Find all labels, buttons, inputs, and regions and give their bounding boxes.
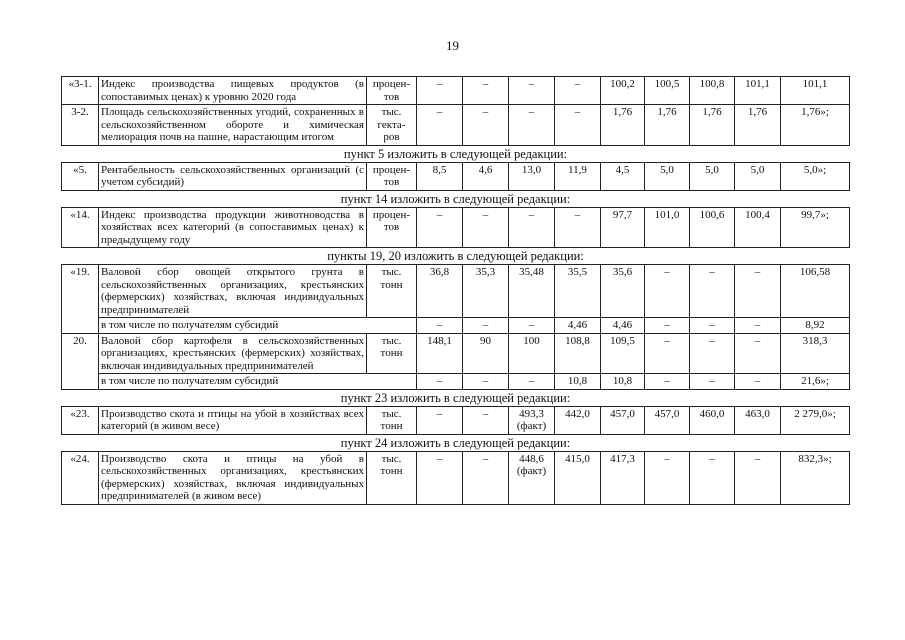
value-cell: – bbox=[417, 374, 463, 390]
value-cell: – bbox=[509, 318, 555, 334]
total-value-cell: 2 279,0»; bbox=[781, 406, 850, 434]
amendment-heading: пункт 14 изложить в следующей редакции: bbox=[340, 191, 571, 206]
indicator-number: «19. bbox=[62, 265, 99, 318]
value-cell: 35,6 bbox=[601, 265, 645, 318]
amendment-heading: пункт 23 изложить в следующей редакции: bbox=[340, 390, 571, 405]
indicator-number: 3-2. bbox=[62, 105, 99, 146]
value-cell: 8,5 bbox=[417, 162, 463, 190]
indicator-row bbox=[62, 105, 850, 146]
indicator-number: «5. bbox=[62, 162, 99, 190]
value-cell: – bbox=[417, 207, 463, 248]
total-value-cell: 318,3 bbox=[781, 333, 850, 374]
indicator-unit: процен- тов bbox=[367, 207, 417, 248]
subsidy-subrow bbox=[62, 374, 850, 390]
value-cell: – bbox=[690, 333, 735, 374]
value-cell: 97,7 bbox=[601, 207, 645, 248]
amendment-heading-row bbox=[62, 248, 850, 265]
amendment-heading: пункт 24 изложить в следующей редакции: bbox=[340, 435, 571, 450]
value-cell: – bbox=[417, 406, 463, 434]
subrow-label: в том числе по получателям субсидий bbox=[99, 374, 417, 390]
value-cell: 11,9 bbox=[555, 162, 601, 190]
value-cell: 35,48 bbox=[509, 265, 555, 318]
indicator-number: «3-1. bbox=[62, 77, 99, 105]
value-cell: 4,6 bbox=[463, 162, 509, 190]
indicator-number: «24. bbox=[62, 451, 99, 504]
value-cell: 4,46 bbox=[555, 318, 601, 334]
indicator-number: «23. bbox=[62, 406, 99, 434]
total-value-cell: 8,92 bbox=[781, 318, 850, 334]
value-cell: – bbox=[735, 265, 781, 318]
value-cell: – bbox=[417, 318, 463, 334]
total-value-cell: 5,0»; bbox=[781, 162, 850, 190]
indicator-name: Рентабельность сельскохозяйственных организаций (с учетом субсидий) bbox=[99, 162, 367, 190]
indicator-row bbox=[62, 265, 850, 318]
value-cell: – bbox=[417, 451, 463, 504]
value-cell: – bbox=[645, 333, 690, 374]
value-cell: 101,0 bbox=[645, 207, 690, 248]
value-cell: – bbox=[645, 318, 690, 334]
indicator-name: Площадь сельскохозяйственных угодий, сохраненных в сельскохозяйственном обороте и химическая мелиорация почв на пашне, нарастающим итогом bbox=[99, 105, 367, 146]
value-cell: 100 bbox=[509, 333, 555, 374]
value-cell: 90 bbox=[463, 333, 509, 374]
indicator-name: Производство скота и птицы на убой в хозяйствах всех категорий (в живом весе) bbox=[99, 406, 367, 434]
value-cell: – bbox=[555, 77, 601, 105]
value-cell: 415,0 bbox=[555, 451, 601, 504]
value-cell: 108,8 bbox=[555, 333, 601, 374]
value-cell: – bbox=[735, 333, 781, 374]
value-cell: 148,1 bbox=[417, 333, 463, 374]
value-cell: 10,8 bbox=[601, 374, 645, 390]
value-cell: 35,3 bbox=[463, 265, 509, 318]
value-cell: 417,3 bbox=[601, 451, 645, 504]
indicator-unit: процен- тов bbox=[367, 162, 417, 190]
value-cell: – bbox=[463, 451, 509, 504]
value-cell: 100,6 bbox=[690, 207, 735, 248]
indicator-row bbox=[62, 207, 850, 248]
value-cell: – bbox=[690, 451, 735, 504]
total-value-cell: 106,58 bbox=[781, 265, 850, 318]
value-cell: 460,0 bbox=[690, 406, 735, 434]
amendment-heading: пункт 5 изложить в следующей редакции: bbox=[343, 146, 568, 161]
page-number: 19 bbox=[446, 38, 459, 53]
value-cell: – bbox=[509, 77, 555, 105]
value-cell: 100,2 bbox=[601, 77, 645, 105]
blank-number-cell bbox=[62, 318, 99, 334]
value-cell: 448,6 (факт) bbox=[509, 451, 555, 504]
indicator-name: Индекс производства продукции животноводства в хозяйствах всех категорий (в сопоставимых ценах) к предыдущему году bbox=[99, 207, 367, 248]
amendment-heading: пункты 19, 20 изложить в следующей редакции: bbox=[327, 249, 584, 263]
indicator-row bbox=[62, 77, 850, 105]
value-cell: 1,76 bbox=[735, 105, 781, 146]
value-cell: – bbox=[509, 207, 555, 248]
value-cell: 4,46 bbox=[601, 318, 645, 334]
indicator-name: Валовой сбор овощей открытого грунта в сельскохозяйственных организациях, крестьянских (фермерских) хозяйствах, включая индивидуальных предпринимателей bbox=[99, 265, 367, 318]
value-cell: – bbox=[463, 207, 509, 248]
value-cell: – bbox=[690, 265, 735, 318]
value-cell: – bbox=[735, 374, 781, 390]
value-cell: – bbox=[417, 105, 463, 146]
value-cell: 1,76 bbox=[645, 105, 690, 146]
value-cell: 493,3 (факт) bbox=[509, 406, 555, 434]
value-cell: 5,0 bbox=[645, 162, 690, 190]
value-cell: 1,76 bbox=[690, 105, 735, 146]
value-cell: 457,0 bbox=[645, 406, 690, 434]
indicator-name: Индекс производства пищевых продуктов (в сопоставимых ценах) к уровню 2020 года bbox=[99, 77, 367, 105]
indicator-unit: тыс. тонн bbox=[367, 406, 417, 434]
indicator-row bbox=[62, 333, 850, 374]
value-cell: – bbox=[463, 406, 509, 434]
value-cell: 5,0 bbox=[690, 162, 735, 190]
value-cell: 457,0 bbox=[601, 406, 645, 434]
value-cell: 13,0 bbox=[509, 162, 555, 190]
value-cell: 36,8 bbox=[417, 265, 463, 318]
indicators-table bbox=[61, 76, 850, 505]
value-cell: – bbox=[690, 318, 735, 334]
total-value-cell: 1,76»; bbox=[781, 105, 850, 146]
value-cell: 109,5 bbox=[601, 333, 645, 374]
indicator-row bbox=[62, 162, 850, 190]
value-cell: 101,1 bbox=[735, 77, 781, 105]
total-value-cell: 832,3»; bbox=[781, 451, 850, 504]
value-cell: – bbox=[645, 265, 690, 318]
value-cell: 100,5 bbox=[645, 77, 690, 105]
value-cell: – bbox=[645, 451, 690, 504]
value-cell: – bbox=[509, 105, 555, 146]
value-cell: – bbox=[645, 374, 690, 390]
indicator-unit: тыс. гекта- ров bbox=[367, 105, 417, 146]
amendment-heading-row bbox=[62, 389, 850, 406]
blank-number-cell bbox=[62, 374, 99, 390]
value-cell: – bbox=[555, 105, 601, 146]
value-cell: – bbox=[463, 77, 509, 105]
subrow-label: в том числе по получателям субсидий bbox=[99, 318, 417, 334]
value-cell: 5,0 bbox=[735, 162, 781, 190]
indicator-number: 20. bbox=[62, 333, 99, 374]
value-cell: – bbox=[417, 77, 463, 105]
indicator-name: Производство скота и птицы на убой в сельскохозяйственных организациях, крестьянских (фермерских) хозяйствах, включая индивидуальных предпринимателей (в живом весе) bbox=[99, 451, 367, 504]
value-cell: 10,8 bbox=[555, 374, 601, 390]
value-cell: – bbox=[463, 318, 509, 334]
value-cell: – bbox=[735, 451, 781, 504]
total-value-cell: 99,7»; bbox=[781, 207, 850, 248]
amendment-heading-row bbox=[62, 434, 850, 451]
value-cell: – bbox=[735, 318, 781, 334]
amendment-heading-row bbox=[62, 190, 850, 207]
amendment-heading-row bbox=[62, 145, 850, 162]
value-cell: 35,5 bbox=[555, 265, 601, 318]
indicator-unit: тыс. тонн bbox=[367, 451, 417, 504]
indicator-unit: тыс. тонн bbox=[367, 265, 417, 318]
value-cell: – bbox=[463, 105, 509, 146]
indicator-row bbox=[62, 451, 850, 504]
indicator-row bbox=[62, 406, 850, 434]
subsidy-subrow bbox=[62, 318, 850, 334]
value-cell: 100,8 bbox=[690, 77, 735, 105]
value-cell: 463,0 bbox=[735, 406, 781, 434]
value-cell: 442,0 bbox=[555, 406, 601, 434]
indicator-number: «14. bbox=[62, 207, 99, 248]
indicator-name: Валовой сбор картофеля в сельскохозяйственных организациях, крестьянских (фермерских) хозяйствах, включая индивидуальных предпринимателей bbox=[99, 333, 367, 374]
value-cell: – bbox=[509, 374, 555, 390]
indicator-unit: тыс. тонн bbox=[367, 333, 417, 374]
value-cell: 100,4 bbox=[735, 207, 781, 248]
value-cell: 4,5 bbox=[601, 162, 645, 190]
value-cell: 1,76 bbox=[601, 105, 645, 146]
indicator-unit: процен- тов bbox=[367, 77, 417, 105]
value-cell: – bbox=[555, 207, 601, 248]
total-value-cell: 21,6»; bbox=[781, 374, 850, 390]
value-cell: – bbox=[690, 374, 735, 390]
total-value-cell: 101,1 bbox=[781, 77, 850, 105]
value-cell: – bbox=[463, 374, 509, 390]
